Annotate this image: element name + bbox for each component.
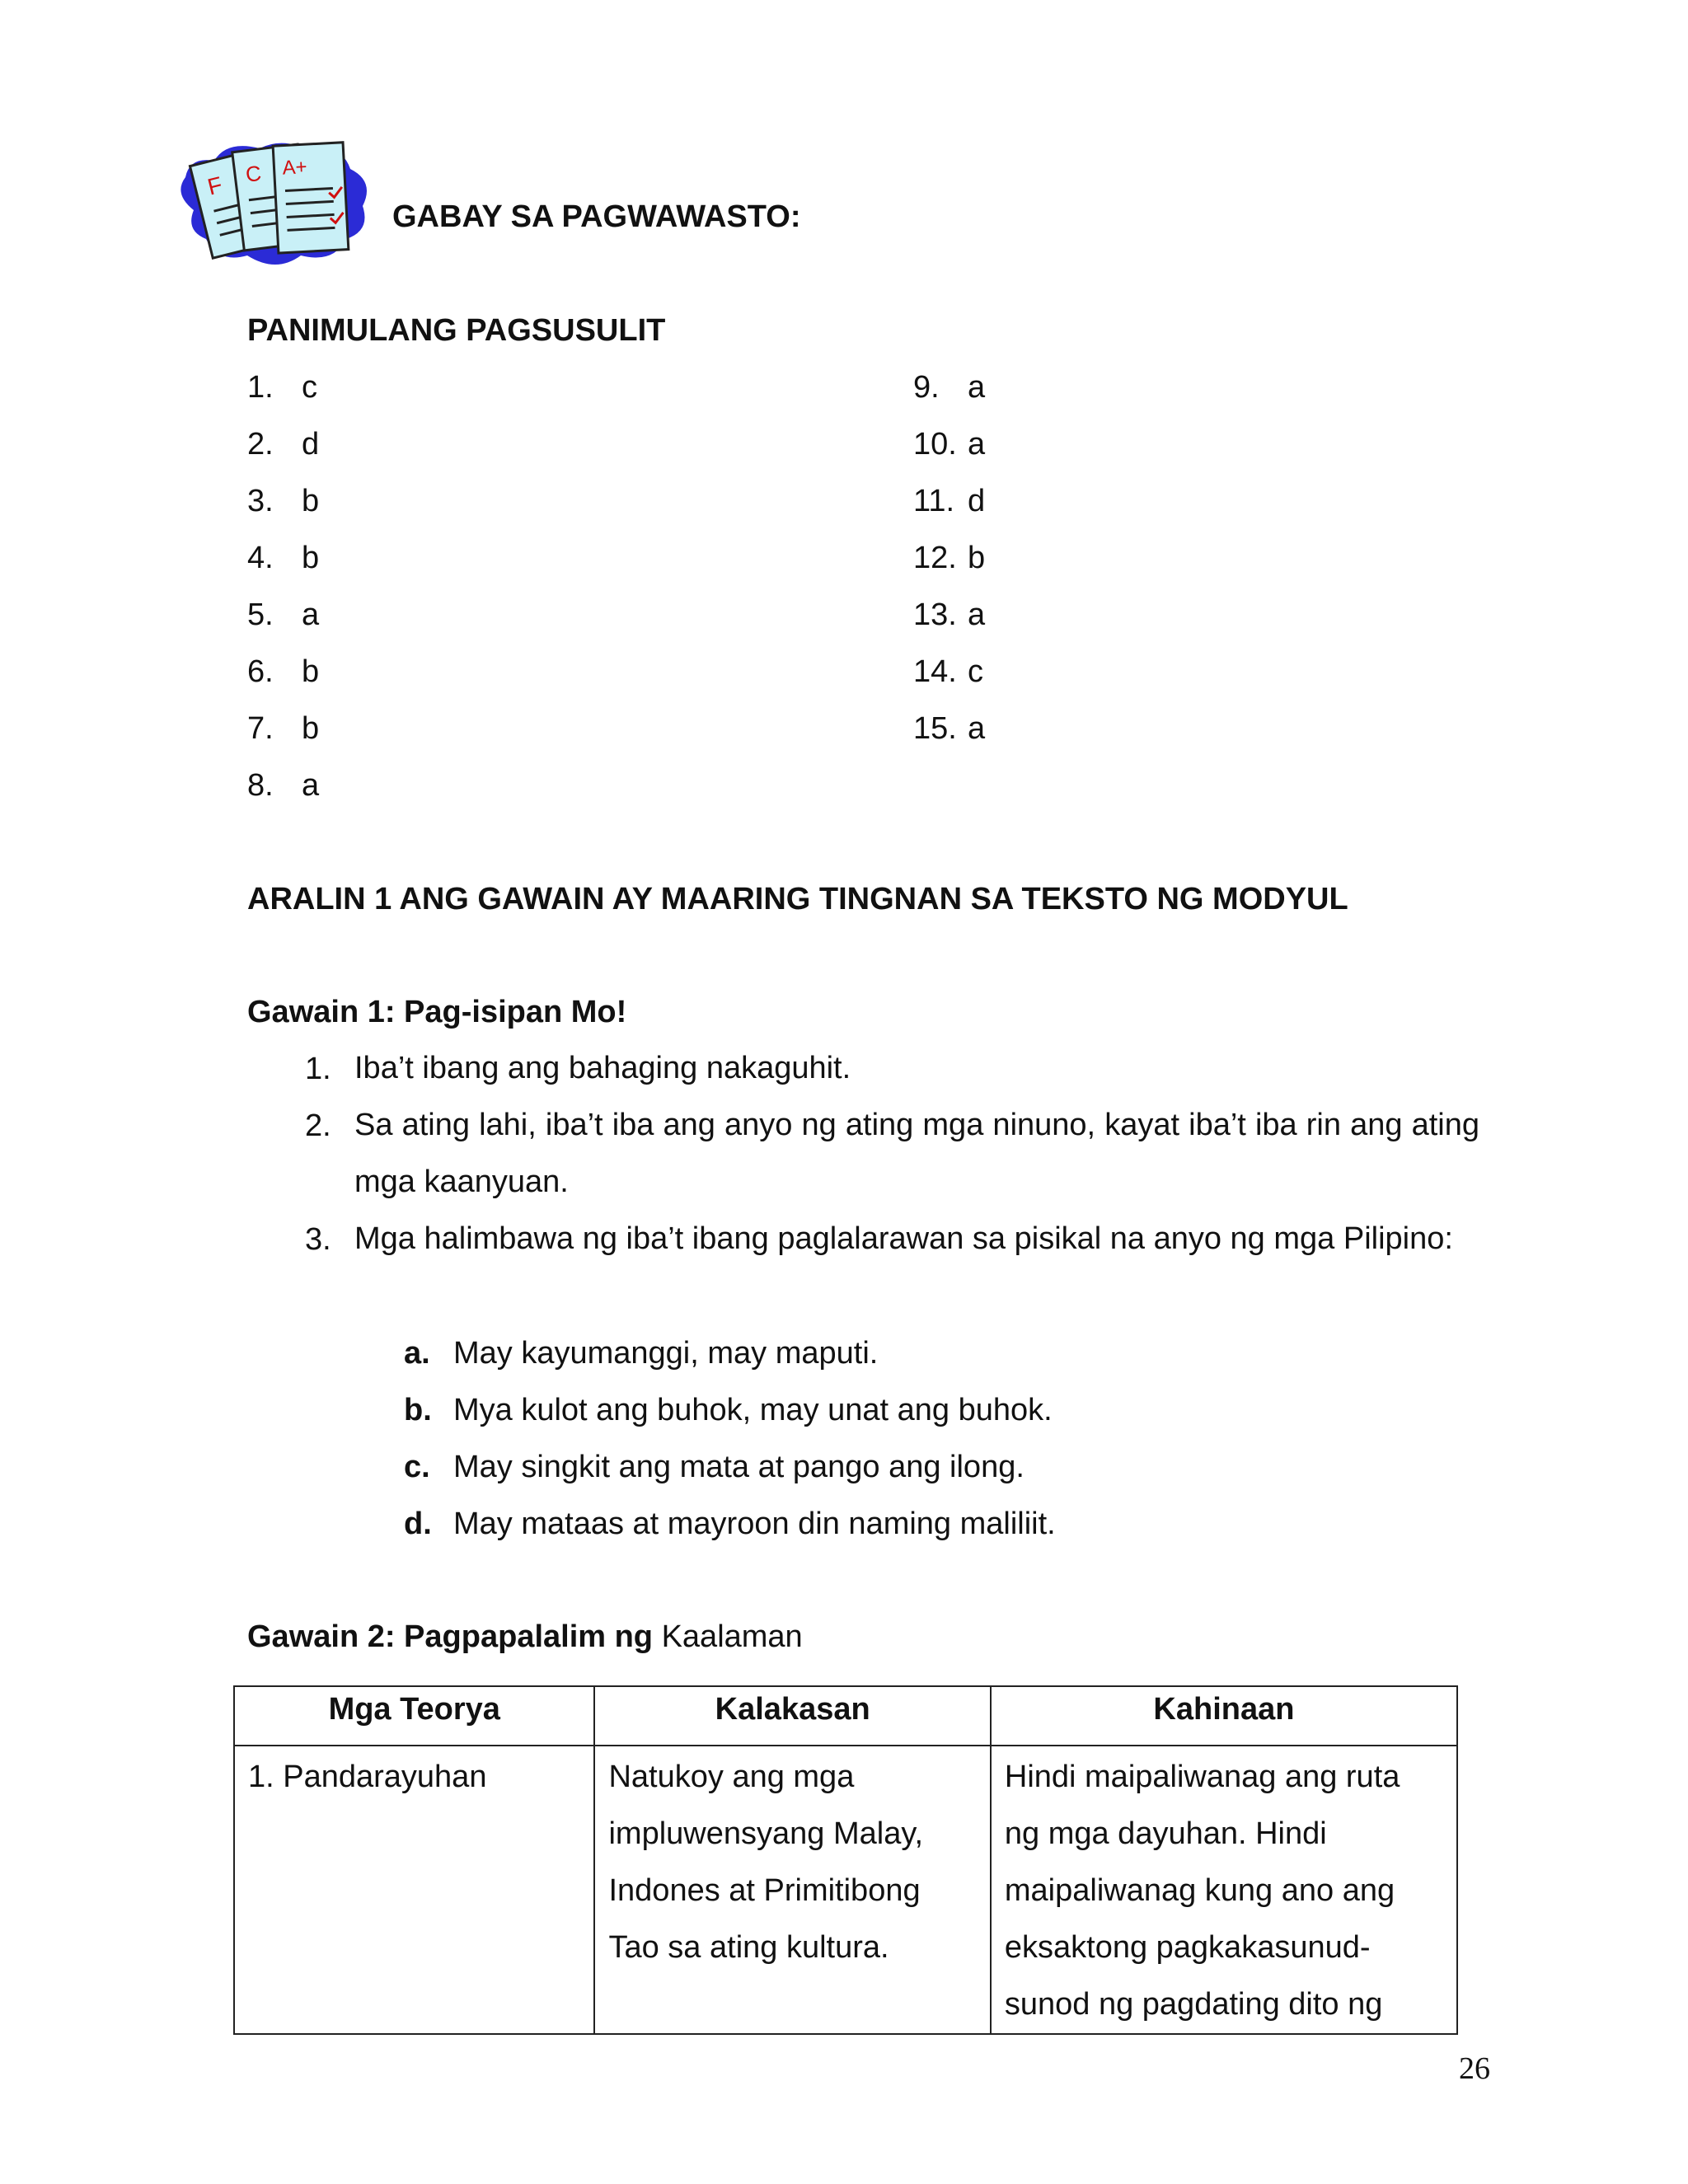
gawain1-item-text: Iba’t ibang ang bahaging nakaguhit. bbox=[354, 1051, 851, 1085]
answer-letter: b bbox=[302, 541, 320, 575]
answer-number: 5. bbox=[247, 598, 274, 632]
answer-letter: a bbox=[302, 598, 320, 632]
answer-letter: c bbox=[968, 654, 983, 689]
gawain2-heading bbox=[247, 1618, 803, 1656]
answer-number: 9. bbox=[913, 370, 940, 405]
page-number: 26 bbox=[1459, 2051, 1490, 2086]
answer-item bbox=[913, 710, 986, 748]
answer-letter: a bbox=[968, 711, 986, 746]
answer-item bbox=[247, 539, 320, 577]
sub-item-letter: b. bbox=[404, 1393, 432, 1427]
gawain2-heading-bold: Gawain 2: Pagpapalalim ng bbox=[247, 1619, 654, 1654]
answer-number: 8. bbox=[247, 768, 274, 803]
answer-number: 1. bbox=[247, 370, 274, 405]
pretest-heading: PANIMULANG PAGSUSULIT bbox=[247, 313, 666, 348]
gawain1-item-number: 3. bbox=[305, 1222, 331, 1257]
answer-item bbox=[247, 653, 320, 691]
answer-number: 4. bbox=[247, 541, 274, 575]
answer-number: 13. bbox=[913, 598, 957, 632]
answer-item bbox=[247, 482, 320, 520]
sub-item-letter: a. bbox=[404, 1336, 430, 1371]
answer-letter: a bbox=[302, 768, 320, 803]
table-header-cell: Kahinaan bbox=[991, 1686, 1457, 1746]
answer-item bbox=[913, 482, 986, 520]
table-header-cell: Mga Teorya bbox=[234, 1686, 594, 1746]
answer-letter: b bbox=[302, 484, 320, 518]
sub-item-text: May singkit ang mata at pango ang ilong. bbox=[453, 1450, 1025, 1484]
answer-letter: a bbox=[968, 427, 986, 462]
answer-number: 14. bbox=[913, 654, 957, 689]
answer-letter: c bbox=[302, 370, 317, 405]
answer-letter: a bbox=[968, 598, 986, 632]
gawain1-item-number: 2. bbox=[305, 1108, 331, 1143]
gawain1-heading: Gawain 1: Pag-isipan Mo! bbox=[247, 995, 627, 1029]
table-cell: Natukoy ang mga impluwensyang Malay, Indones at Primitibong Tao sa ating kultura. bbox=[594, 1746, 990, 2034]
answer-letter: b bbox=[302, 711, 320, 746]
answer-number: 10. bbox=[913, 427, 957, 462]
answer-number: 3. bbox=[247, 484, 274, 518]
answer-letter: b bbox=[302, 654, 320, 689]
answer-number: 11. bbox=[913, 484, 955, 518]
answer-letter: d bbox=[968, 484, 986, 518]
grade-f-text: F bbox=[204, 171, 225, 200]
table-cell: 1. Pandarayuhan bbox=[234, 1746, 594, 2034]
answer-letter: d bbox=[302, 427, 320, 462]
table-header-cell: Kalakasan bbox=[594, 1686, 990, 1746]
sub-item-text: May mataas at mayroon din naming maliliit. bbox=[453, 1507, 1056, 1541]
answer-letter: a bbox=[968, 370, 986, 405]
page-title: GABAY SA PAGWAWASTO: bbox=[392, 199, 801, 234]
answer-number: 15. bbox=[913, 711, 957, 746]
sub-item-text: Mya kulot ang buhok, may unat ang buhok. bbox=[453, 1393, 1053, 1427]
answer-item bbox=[247, 368, 317, 406]
gawain2-heading-rest: Kaalaman bbox=[661, 1619, 803, 1654]
answer-item bbox=[247, 766, 320, 804]
answer-number: 7. bbox=[247, 711, 274, 746]
aralin-heading: ARALIN 1 ANG GAWAIN AY MAARING TINGNAN SA TEKSTO NG MODYUL bbox=[247, 882, 1348, 916]
answer-item bbox=[913, 653, 983, 691]
answer-item bbox=[913, 368, 986, 406]
sub-item-letter: c. bbox=[404, 1450, 430, 1484]
grade-a-plus-text: A+ bbox=[281, 156, 308, 180]
answer-number: 6. bbox=[247, 654, 274, 689]
answer-letter: b bbox=[968, 541, 986, 575]
gawain1-item-text: Sa ating lahi, iba’t iba ang anyo ng ating mga ninuno, kayat iba’t iba rin ang ating mga kaanyuan. bbox=[354, 1108, 1479, 1199]
answer-item bbox=[247, 596, 320, 634]
answer-number: 2. bbox=[247, 427, 274, 462]
answer-item bbox=[913, 539, 986, 577]
table-header-row bbox=[234, 1686, 1457, 1746]
answer-item bbox=[247, 425, 320, 463]
grade-c-text: C bbox=[244, 160, 263, 187]
sub-item-text: May kayumanggi, may maputi. bbox=[453, 1336, 879, 1371]
gawain1-item-text: Mga halimbawa ng iba’t ibang paglalarawan sa pisikal na anyo ng mga Pilipino: bbox=[354, 1221, 1453, 1256]
answer-item bbox=[913, 596, 986, 634]
answer-item bbox=[913, 425, 986, 463]
answer-item bbox=[247, 710, 320, 748]
table-cell: Hindi maipaliwanag ang ruta ng mga dayuhan. Hindi maipaliwanag kung ano ang eksaktong pagkakasunud-sunod ng pagdating dito ng bbox=[991, 1746, 1457, 2034]
sub-item-letter: d. bbox=[404, 1507, 432, 1541]
theory-table bbox=[233, 1685, 1458, 2035]
graded-papers-clipart bbox=[169, 132, 375, 276]
answer-number: 12. bbox=[913, 541, 957, 575]
table-row bbox=[234, 1746, 1457, 2034]
gawain1-item-number: 1. bbox=[305, 1052, 331, 1086]
